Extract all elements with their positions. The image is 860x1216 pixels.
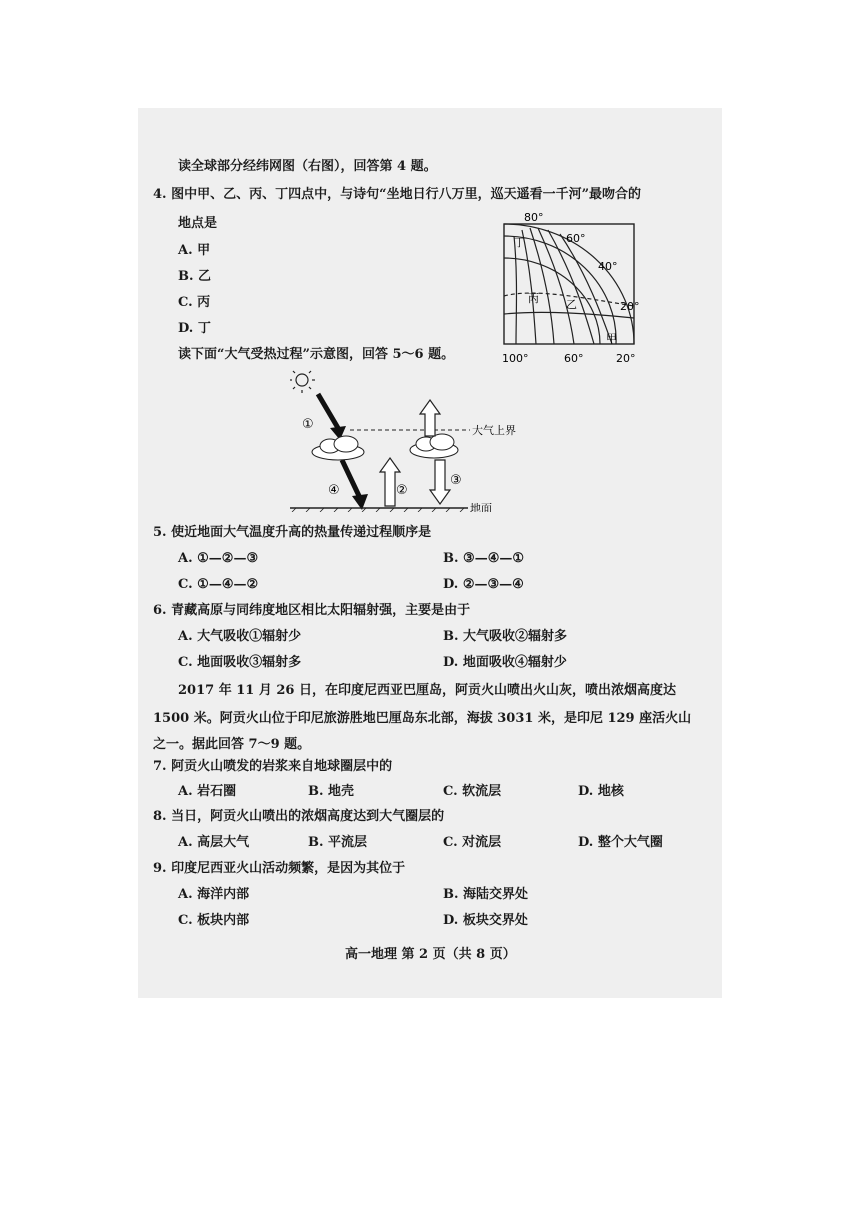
q8-stem: 8. 当日，阿贡火山喷出的浓烟高度达到大气圈层的	[153, 809, 445, 824]
q5-option-c: C. ①—④—②	[178, 577, 259, 592]
passage-line1: 2017 年 11 月 26 日，在印度尼西亚巴厘岛，阿贡火山喷出火山灰，喷出浓烟高度达	[178, 683, 676, 698]
q4-stem-line1: 4. 图中甲、乙、丙、丁四点中，与诗句“坐地日行八万里，巡天遥看一千河”最吻合的	[153, 187, 642, 202]
q4-stem-line2: 地点是	[178, 216, 218, 231]
passage-line2: 1500 米。阿贡火山位于印尼旅游胜地巴厘岛东北部，海拔 3031 米，是印尼 129 座活火山	[153, 711, 692, 726]
label-2: ②	[396, 483, 408, 498]
atmosphere-heating-diagram	[290, 370, 536, 512]
q9-option-d: D. 板块交界处	[443, 913, 528, 928]
q5-stem: 5. 使近地面大气温度升高的热量传递过程顺序是	[153, 525, 432, 540]
q7-stem: 7. 阿贡火山喷发的岩浆来自地球圈层中的	[153, 759, 393, 774]
label-atmosphere-top: 大气上界	[472, 424, 516, 437]
point-yi: 乙	[566, 298, 577, 311]
lat-label-60: 60°	[566, 232, 586, 245]
lon-label-100: 100°	[502, 352, 529, 365]
q4-option-a: A. 甲	[178, 243, 211, 258]
passage-line3: 之一。据此回答 7～9 题。	[153, 737, 311, 752]
q7-option-c: C. 软流层	[443, 784, 502, 799]
lat-label-20: 20°	[620, 300, 640, 313]
page-footer: 高一地理 第 2 页（共 8 页）	[345, 947, 516, 962]
q8-option-c: C. 对流层	[443, 835, 502, 850]
q7-option-d: D. 地核	[578, 784, 624, 799]
intro-q4: 读全球部分经纬网图（右图），回答第 4 题。	[178, 159, 437, 174]
q8-option-a: A. 高层大气	[178, 835, 250, 850]
q6-stem: 6. 青藏高原与同纬度地区相比太阳辐射强，主要是由于	[153, 603, 471, 618]
q4-option-c: C. 丙	[178, 295, 211, 310]
intro-q5-6: 读下面“大气受热过程”示意图，回答 5～6 题。	[178, 347, 455, 362]
q4-option-d: D. 丁	[178, 321, 211, 336]
point-bing: 丙	[528, 292, 539, 305]
q9-option-b: B. 海陆交界处	[443, 887, 529, 902]
q7-option-a: A. 岩石圈	[178, 784, 237, 799]
lat-lon-grid-map	[494, 206, 654, 370]
label-4: ④	[328, 483, 340, 498]
cloud-right	[410, 434, 458, 458]
sun-icon	[290, 370, 315, 393]
point-ding: 丁	[514, 236, 525, 249]
q8-option-d: D. 整个大气圈	[578, 835, 663, 850]
q8-option-b: B. 平流层	[308, 835, 368, 850]
q6-option-c: C. 地面吸收③辐射多	[178, 655, 302, 670]
cloud-left	[312, 436, 364, 460]
q6-option-d: D. 地面吸收④辐射少	[443, 655, 567, 670]
q6-option-b: B. 大气吸收②辐射多	[443, 629, 568, 644]
q5-option-b: B. ③—④—①	[443, 551, 525, 566]
lat-label-80: 80°	[524, 211, 544, 224]
q4-option-b: B. 乙	[178, 269, 212, 284]
label-ground: 地面	[470, 502, 492, 512]
q5-option-a: A. ①—②—③	[178, 551, 259, 566]
q5-option-d: D. ②—③—④	[443, 577, 524, 592]
q9-option-c: C. 板块内部	[178, 913, 250, 928]
label-1: ①	[302, 417, 314, 432]
q9-stem: 9. 印度尼西亚火山活动频繁，是因为其位于	[153, 861, 406, 876]
q6-option-a: A. 大气吸收①辐射少	[178, 629, 302, 644]
label-3: ③	[450, 473, 462, 488]
point-jia: 甲	[606, 332, 617, 345]
lon-label-60: 60°	[564, 352, 584, 365]
q9-option-a: A. 海洋内部	[178, 887, 250, 902]
lat-label-40: 40°	[598, 260, 618, 273]
q7-option-b: B. 地壳	[308, 784, 355, 799]
lon-label-20: 20°	[616, 352, 636, 365]
